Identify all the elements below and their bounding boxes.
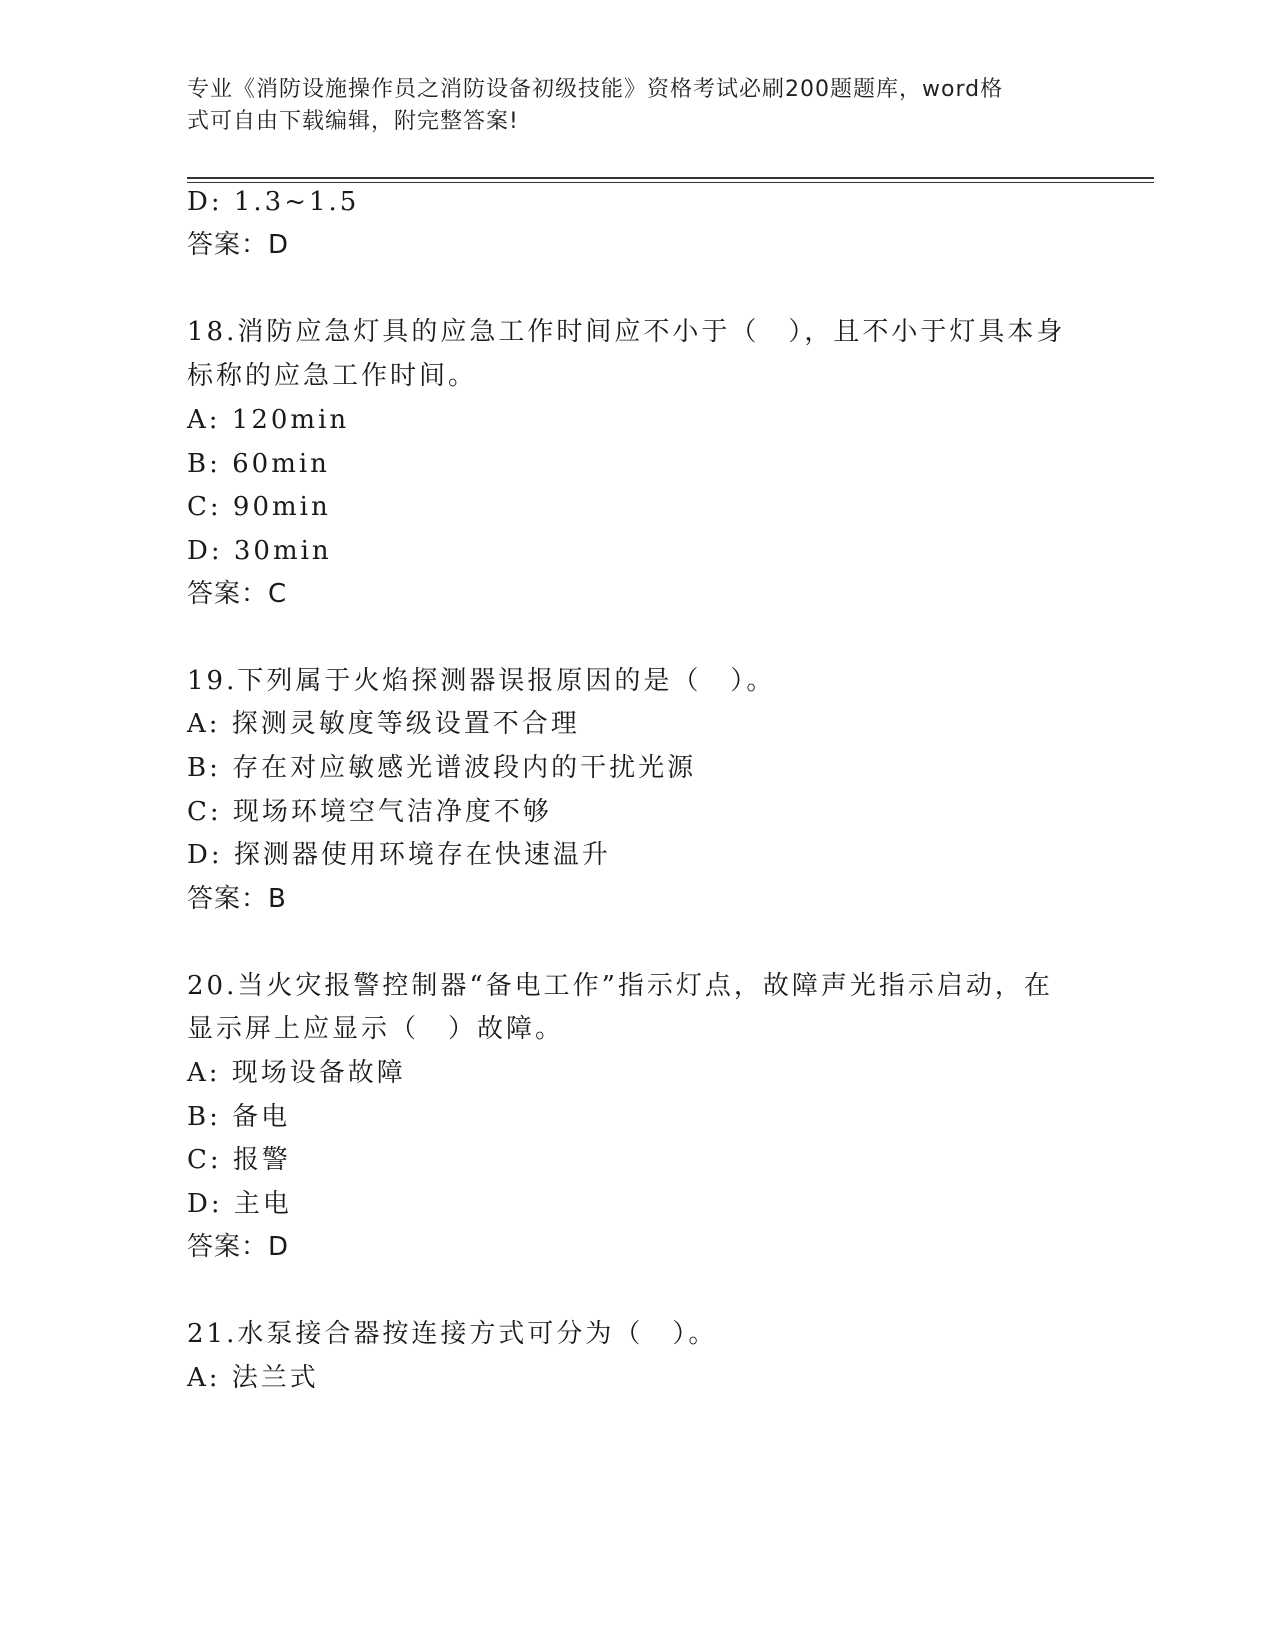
header-divider-thin <box>187 182 1154 183</box>
q20-answer: 答案：D <box>187 1232 290 1262</box>
q19-stem-line-1: 19.下列属于火焰探测器误报原因的是（ ）。 <box>187 666 776 696</box>
q20-option-d: D: 主电 <box>187 1189 292 1219</box>
q21-stem-line-1: 21.水泵接合器按连接方式可分为（ ）。 <box>187 1319 718 1349</box>
q18-stem-line-1: 18.消防应急灯具的应急工作时间应不小于（ ），且不小于灯具本身 <box>187 317 1066 347</box>
q18-option-a: A: 120min <box>187 405 350 435</box>
q18-option-d: D: 30min <box>187 536 332 566</box>
q19-option-c: C: 现场环境空气洁净度不够 <box>187 797 552 827</box>
q20-stem-line-1: 20.当火灾报警控制器“备电工作”指示灯点，故障声光指示启动，在 <box>187 971 1053 1001</box>
q20-option-b: B: 备电 <box>187 1102 291 1132</box>
q19-answer: 答案：B <box>187 884 287 914</box>
q19-option-d: D: 探测器使用环境存在快速温升 <box>187 840 611 870</box>
prev-answer: 答案：D <box>187 230 290 260</box>
q21-option-a: A: 法兰式 <box>187 1363 319 1393</box>
header-line-2: 式可自由下载编辑，附完整答案! <box>187 109 519 134</box>
header-divider-thick <box>187 177 1154 179</box>
prev-option-d: D: 1.3~1.5 <box>187 187 360 217</box>
q20-option-c: C: 报警 <box>187 1145 291 1175</box>
document-header <box>187 74 1067 138</box>
q20-stem-line-2: 显示屏上应显示（ ）故障。 <box>187 1014 565 1044</box>
q18-option-c: C: 90min <box>187 492 331 522</box>
header-line-1: 专业《消防设施操作员之消防设备初级技能》资格考试必刷200题题库，word格 <box>187 77 1004 102</box>
q19-option-a: A: 探测灵敏度等级设置不合理 <box>187 709 580 739</box>
q19-option-b: B: 存在对应敏感光谱波段内的干扰光源 <box>187 753 697 783</box>
q18-answer: 答案：C <box>187 579 288 609</box>
q18-option-b: B: 60min <box>187 449 330 479</box>
q20-option-a: A: 现场设备故障 <box>187 1058 406 1088</box>
q18-stem-line-2: 标称的应急工作时间。 <box>187 361 478 391</box>
